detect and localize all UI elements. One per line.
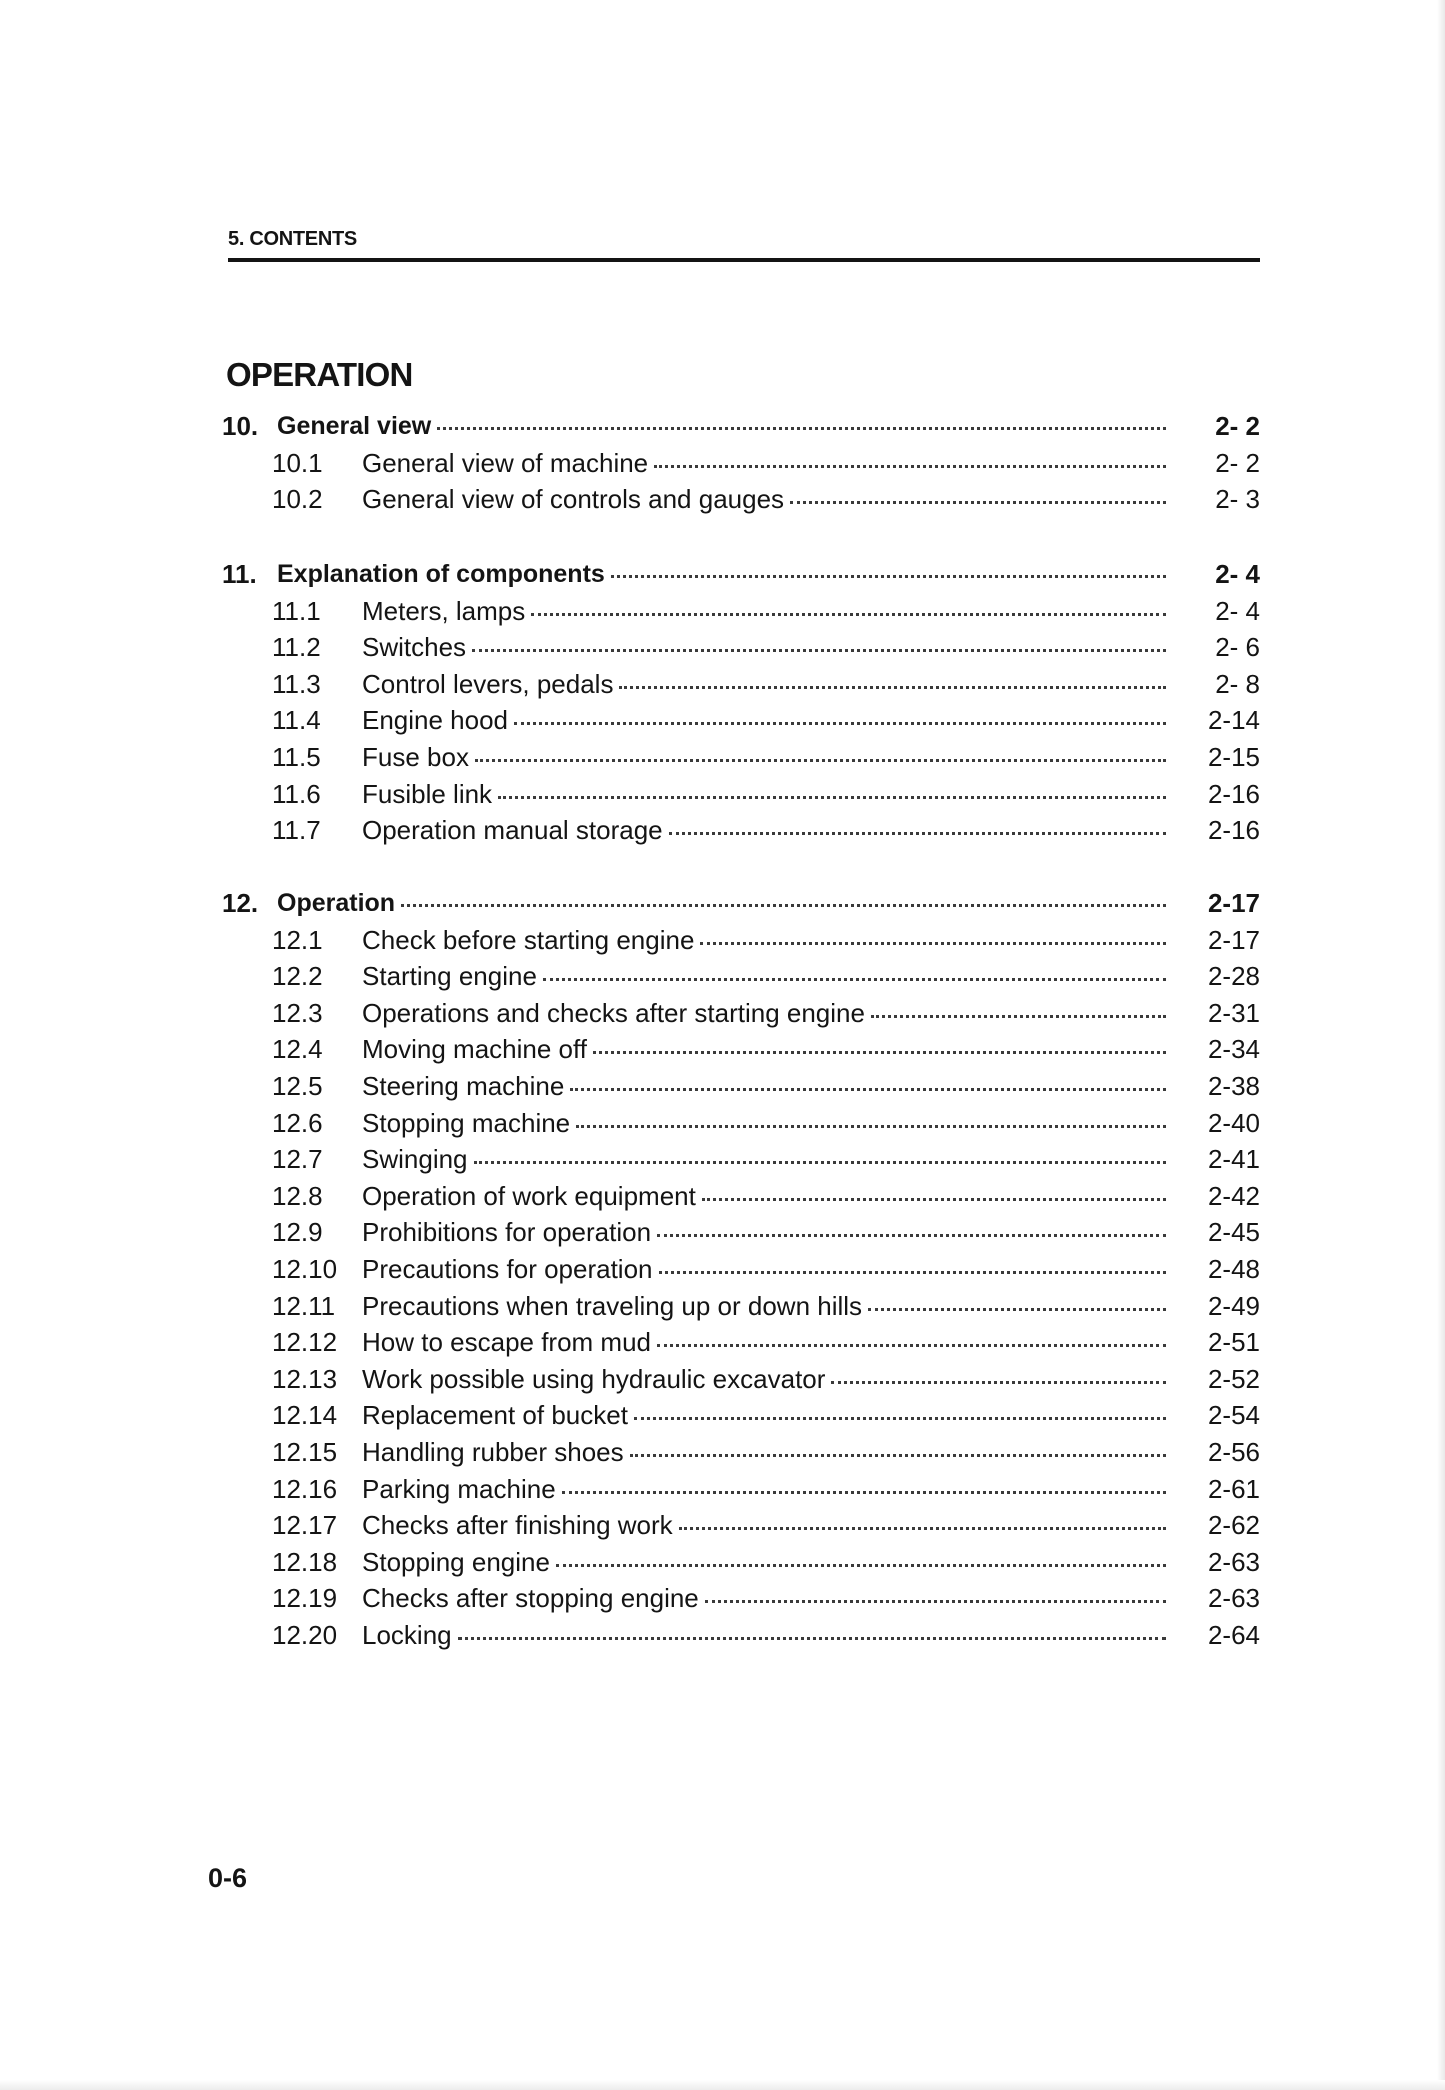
toc-entry: [362, 1618, 1180, 1652]
toc-entry: [362, 813, 1180, 847]
toc-number: 12.7: [272, 1144, 323, 1175]
toc-entry: [362, 703, 1180, 737]
toc-entry: [362, 1106, 1180, 1140]
toc-title: Check before starting engine: [362, 924, 695, 955]
dot-leader: [475, 759, 1166, 762]
toc-title: Replacement of bucket: [362, 1400, 628, 1431]
dot-leader: [659, 1271, 1166, 1274]
toc-page-number: 2-54: [1207, 1400, 1260, 1431]
toc-page-number: 2-63: [1207, 1546, 1260, 1577]
toc-entry: [362, 1179, 1180, 1213]
toc-item-12-17[interactable]: [0, 1508, 1445, 1542]
toc-page-number: 2-16: [1207, 778, 1260, 809]
toc-entry: [362, 996, 1180, 1030]
running-head: 5. CONTENTS: [228, 228, 357, 250]
toc-page-number: 2-61: [1207, 1473, 1260, 1504]
dot-leader: [556, 1564, 1166, 1567]
toc-page-number: 2-34: [1207, 1034, 1260, 1065]
toc-title: Prohibitions for operation: [362, 1217, 652, 1248]
toc-item-11-4[interactable]: [0, 703, 1445, 737]
toc-number: 12.16: [272, 1473, 338, 1504]
toc-item-12-15[interactable]: [0, 1435, 1445, 1469]
toc-page-number: 2-63: [1207, 1583, 1260, 1614]
toc-title: Checks after finishing work: [362, 1510, 673, 1541]
dot-leader: [593, 1051, 1166, 1054]
toc-title: Starting engine: [362, 961, 537, 992]
toc-page-number: 2- 3: [1215, 484, 1260, 515]
dot-leader: [702, 1198, 1166, 1201]
toc-title: Operations and checks after starting engine: [362, 997, 865, 1028]
dot-leader: [868, 1308, 1166, 1311]
toc-entry: [362, 740, 1180, 774]
toc-number: 12.9: [272, 1217, 323, 1248]
toc-page-number: 2-14: [1207, 705, 1260, 736]
toc-page-number: 2-45: [1207, 1217, 1260, 1248]
toc-number: 11.5: [272, 742, 321, 772]
toc-number: 12.12: [272, 1327, 338, 1358]
toc-entry: [362, 1069, 1180, 1103]
toc-item-12-5[interactable]: [0, 1069, 1445, 1103]
dot-leader: [790, 501, 1166, 504]
toc-number: 11.: [222, 559, 257, 589]
toc-page-number: 2-49: [1207, 1290, 1260, 1321]
toc-page-number: 2-56: [1207, 1437, 1260, 1467]
dot-leader: [630, 1454, 1166, 1457]
dot-leader: [657, 1344, 1166, 1347]
toc-item-12-19[interactable]: [0, 1581, 1445, 1615]
toc-title: Precautions when traveling up or down hills: [362, 1290, 863, 1321]
toc-item-11-7[interactable]: [0, 813, 1445, 847]
toc-title: Swinging: [362, 1144, 468, 1175]
toc-number: 10.: [222, 411, 259, 441]
toc-title: General view of controls and gauges: [362, 484, 785, 515]
toc-entry: [362, 1289, 1180, 1323]
toc-page-number: 2-62: [1207, 1510, 1260, 1541]
toc-item-11-3[interactable]: [0, 667, 1445, 701]
toc-item-12-6[interactable]: [0, 1106, 1445, 1140]
toc-item-11-1[interactable]: [0, 594, 1445, 628]
toc-entry: [362, 482, 1180, 516]
dot-leader: [679, 1527, 1166, 1530]
toc-entry: [362, 1032, 1180, 1066]
toc-item-12-11[interactable]: [0, 1289, 1445, 1323]
toc-page-number: 2- 2: [1215, 411, 1260, 441]
toc-entry: [362, 1508, 1180, 1542]
toc-page-number: 2- 8: [1215, 668, 1260, 699]
toc-entry: [362, 1215, 1180, 1249]
toc-page-number: 2-42: [1207, 1180, 1260, 1211]
toc-entry: [362, 1362, 1180, 1396]
toc-title: Stopping engine: [362, 1546, 550, 1577]
dot-leader: [531, 613, 1166, 616]
toc-chapter-12[interactable]: [0, 886, 1445, 920]
dot-leader: [871, 1015, 1166, 1018]
dot-leader: [634, 1417, 1166, 1420]
toc-page-number: 2- 4: [1215, 595, 1260, 626]
toc-number: 12.3: [272, 997, 323, 1028]
toc-item-10-2[interactable]: [0, 482, 1445, 516]
toc-chapter-10[interactable]: [0, 409, 1445, 443]
dot-leader: [514, 722, 1166, 725]
toc-page-number: 2-16: [1207, 815, 1260, 846]
dot-leader: [700, 942, 1166, 945]
toc-page-number: 2-15: [1207, 742, 1260, 772]
toc-number: 11.4: [272, 705, 321, 736]
toc-entry: [277, 886, 1180, 920]
toc-page-number: 2-28: [1207, 961, 1260, 992]
toc-page-number: 2-52: [1207, 1363, 1260, 1394]
toc-item-12-4[interactable]: [0, 1032, 1445, 1066]
toc-item-12-18[interactable]: [0, 1545, 1445, 1579]
toc-page-number: 2-38: [1207, 1071, 1260, 1101]
toc-title: Handling rubber shoes: [362, 1437, 624, 1467]
toc-number: 12.15: [272, 1437, 338, 1467]
toc-number: 10.1: [272, 447, 323, 478]
toc-item-12-16[interactable]: [0, 1472, 1445, 1506]
toc-item-12-2[interactable]: [0, 959, 1445, 993]
toc-number: 12.14: [272, 1400, 338, 1431]
toc-entry: [362, 1545, 1180, 1579]
toc-page-number: 2-41: [1207, 1144, 1260, 1175]
dot-leader: [831, 1381, 1166, 1384]
toc-entry: [362, 777, 1180, 811]
toc-page-number: 2-64: [1207, 1620, 1260, 1650]
toc-entry: [362, 1581, 1180, 1615]
toc-item-11-5[interactable]: [0, 740, 1445, 774]
toc-number: 11.3: [272, 668, 321, 699]
toc-item-12-20[interactable]: [0, 1618, 1445, 1652]
toc-number: 12.18: [272, 1546, 338, 1577]
toc-item-11-2[interactable]: [0, 630, 1445, 664]
toc-page-number: 2- 6: [1215, 632, 1260, 663]
toc-number: 10.2: [272, 484, 323, 515]
toc-chapter-11[interactable]: [0, 557, 1445, 591]
toc-title: Fusible link: [362, 778, 493, 809]
toc-title: Checks after stopping engine: [362, 1583, 699, 1614]
toc-number: 11.6: [272, 778, 321, 809]
toc-title: Meters, lamps: [362, 595, 526, 626]
toc-title: Stopping machine: [362, 1107, 571, 1138]
toc-number: 12.1: [272, 924, 323, 955]
toc-entry: [362, 1472, 1180, 1506]
toc-page-number: 2-17: [1207, 888, 1260, 918]
toc-entry: [362, 594, 1180, 628]
toc-item-12-7[interactable]: [0, 1142, 1445, 1176]
toc-entry: [362, 923, 1180, 957]
toc-title: Moving machine off: [362, 1034, 587, 1065]
dot-leader: [543, 978, 1166, 981]
toc-entry: [277, 409, 1180, 443]
toc-item-12-3[interactable]: [0, 996, 1445, 1030]
dot-leader: [498, 796, 1166, 799]
toc-title: Operation: [277, 889, 396, 917]
toc-page-number: 2-51: [1207, 1327, 1260, 1358]
toc-title: Operation of work equipment: [362, 1180, 696, 1211]
toc-title: Switches: [362, 632, 467, 663]
toc-entry: [362, 446, 1180, 480]
dot-leader: [705, 1600, 1166, 1603]
toc-item-12-14[interactable]: [0, 1398, 1445, 1432]
toc-number: 11.2: [272, 632, 321, 663]
toc-title: Fuse box: [362, 742, 469, 772]
toc-title: Steering machine: [362, 1071, 565, 1101]
toc-item-12-1[interactable]: [0, 923, 1445, 957]
toc-title: Control levers, pedals: [362, 668, 614, 699]
dot-leader: [401, 904, 1166, 907]
toc-page-number: 2-40: [1207, 1107, 1260, 1138]
toc-title: General view: [277, 412, 432, 440]
toc-item-12-10[interactable]: [0, 1252, 1445, 1286]
dot-leader: [669, 832, 1166, 835]
toc-number: 12.2: [272, 961, 323, 992]
toc-entry: [277, 557, 1180, 591]
dot-leader: [654, 465, 1166, 468]
page-number: 0-6: [208, 1863, 248, 1893]
toc-entry: [362, 1142, 1180, 1176]
toc-entry: [362, 1398, 1180, 1432]
toc-page-number: 2-31: [1207, 997, 1260, 1028]
toc-entry: [362, 1435, 1180, 1469]
toc-item-11-6[interactable]: [0, 777, 1445, 811]
dot-leader: [458, 1637, 1166, 1640]
dot-leader: [570, 1088, 1166, 1091]
toc-page-number: 2-48: [1207, 1254, 1260, 1284]
dot-leader: [619, 686, 1166, 689]
dot-leader: [437, 427, 1166, 430]
toc-number: 12.20: [272, 1620, 338, 1650]
toc-number: 12.19: [272, 1583, 338, 1614]
toc-number: 12.8: [272, 1180, 323, 1211]
toc-item-12-13[interactable]: [0, 1362, 1445, 1396]
toc-title: General view of machine: [362, 447, 649, 478]
dot-leader: [474, 1161, 1166, 1164]
toc-number: 12.6: [272, 1107, 323, 1138]
toc-page-number: 2- 4: [1215, 559, 1260, 589]
toc-number: 12.13: [272, 1363, 338, 1394]
toc-entry: [362, 1325, 1180, 1359]
toc-item-12-9[interactable]: [0, 1215, 1445, 1249]
toc-number: 12.17: [272, 1510, 338, 1541]
toc-title: Operation manual storage: [362, 815, 663, 846]
dot-leader: [562, 1491, 1166, 1494]
toc-number: 12.: [222, 888, 259, 918]
toc-entry: [362, 959, 1180, 993]
toc-title: Precautions for operation: [362, 1254, 653, 1284]
toc-number: 11.7: [272, 815, 321, 846]
toc-title: How to escape from mud: [362, 1327, 652, 1358]
section-title: OPERATION: [226, 356, 413, 393]
dot-leader: [657, 1234, 1166, 1237]
toc-item-10-1[interactable]: [0, 446, 1445, 480]
toc-item-12-8[interactable]: [0, 1179, 1445, 1213]
toc-title: Explanation of components: [277, 560, 605, 588]
toc-number: 12.11: [272, 1290, 336, 1321]
toc-title: Engine hood: [362, 705, 509, 736]
toc-title: Locking: [362, 1620, 452, 1650]
toc-number: 12.4: [272, 1034, 323, 1065]
toc-item-12-12[interactable]: [0, 1325, 1445, 1359]
toc-entry: [362, 667, 1180, 701]
toc-page-number: 2-17: [1207, 924, 1260, 955]
toc-entry: [362, 1252, 1180, 1286]
dot-leader: [472, 649, 1166, 652]
dot-leader: [576, 1125, 1166, 1128]
toc-page-number: 2- 2: [1215, 447, 1260, 478]
toc-number: 11.1: [272, 595, 321, 626]
toc-number: 12.10: [272, 1254, 338, 1284]
toc-title: Parking machine: [362, 1473, 556, 1504]
toc-number: 12.5: [272, 1071, 323, 1101]
toc-title: Work possible using hydraulic excavator: [362, 1363, 826, 1394]
toc-entry: [362, 630, 1180, 664]
dot-leader: [611, 575, 1166, 578]
